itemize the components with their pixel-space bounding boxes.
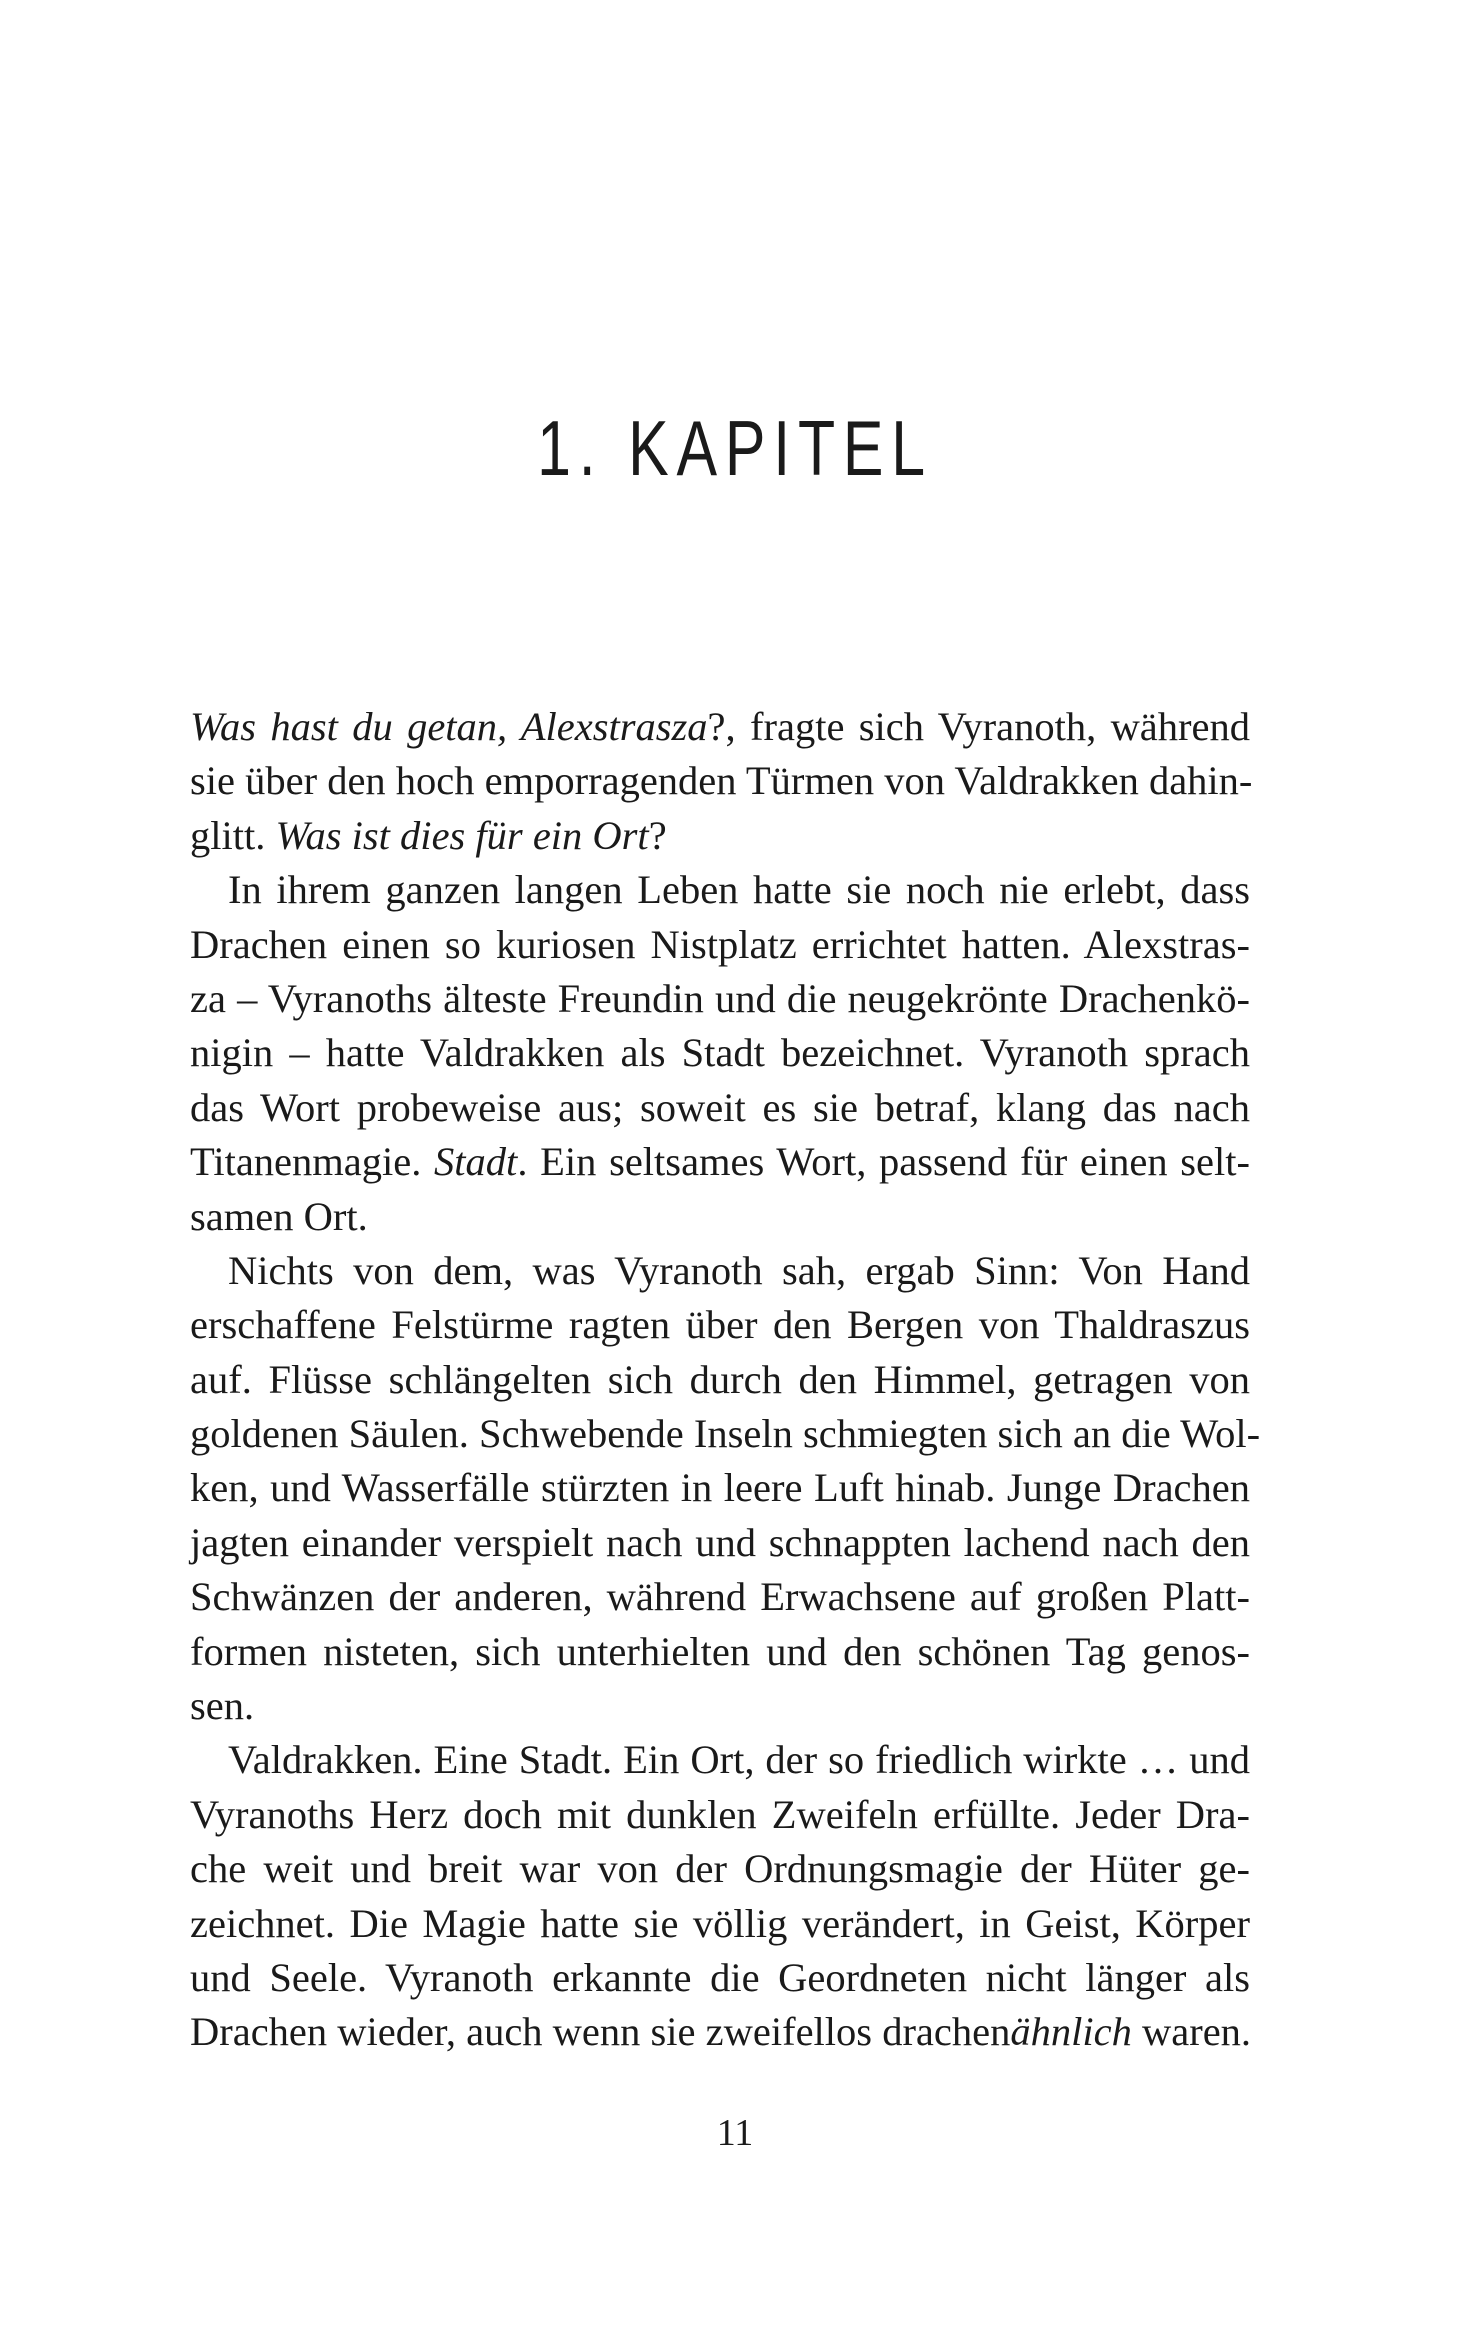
text-line [190,1461,1250,1515]
text-segment: sie über den hoch emporragenden Türmen von Valdrakken dahin- [190,758,1253,804]
text-line [190,1135,1250,1189]
text-segment: In ihrem ganzen langen Leben hatte sie noch nie erlebt, dass [228,867,1250,913]
italic-text: ähnlich [1010,2009,1132,2055]
text-segment: sen. [190,1683,255,1729]
text-segment: erschaffene Felstürme ragten über den Bergen von Thaldraszus [190,1302,1250,1348]
text-segment: che weit und breit war von der Ordnungsmagie der Hüter ge- [190,1846,1250,1892]
text-segment: Nichts von dem, was Vyranoth sah, ergab Sinn: Von Hand [228,1247,1250,1293]
text-segment: samen Ort. [190,1193,368,1239]
chapter-body-text [190,700,1261,2060]
text-line [190,1842,1250,1896]
text-segment: za – Vyranoths älteste Freundin und die neugekrönte Drachenkö- [190,975,1250,1021]
text-segment: jagten einander verspielt nach und schnappten lachend nach den [190,1519,1250,1565]
text-line [190,863,1250,917]
text-line [190,1190,1250,1244]
text-segment: Titanenmagie. [190,1139,435,1185]
text-segment: Valdrakken. Eine Stadt. Ein Ort, der so friedlich wirkte … und [228,1737,1250,1783]
text-segment: waren. [1131,2009,1252,2055]
text-segment: goldenen Säulen. Schwebende Inseln schmiegten sich an die Wol- [190,1411,1261,1457]
italic-text: Stadt [434,1139,518,1185]
text-segment: ? [648,812,667,858]
text-line [190,918,1250,972]
text-segment: . Ein seltsames Wort, passend für einen selt- [517,1139,1250,1185]
text-segment: zeichnet. Die Magie hatte sie völlig verändert, in Geist, Körper [190,1900,1250,1946]
text-segment: und Seele. Vyranoth erkannte die Geordneten nicht länger als [190,1954,1250,2000]
text-line [190,1788,1250,1842]
text-line [190,1026,1250,1080]
text-segment: Drachen wieder, auch wenn sie zweifellos drachen [190,2009,1011,2055]
text-segment: formen nisteten, sich unterhielten und den schönen Tag genos- [190,1628,1250,1674]
text-line [190,809,1250,863]
text-segment: Vyranoths Herz doch mit dunklen Zweifeln erfüllte. Jeder Dra- [190,1791,1250,1837]
text-line [190,1353,1250,1407]
italic-text: Was ist dies für ein Ort [275,812,649,858]
text-line [190,754,1253,808]
page-number: 11 [716,2112,754,2154]
text-segment: auf. Flüsse schlängelten sich durch den Himmel, getragen von [190,1356,1250,1402]
text-line [190,2005,1250,2059]
text-segment: nigin – hatte Valdrakken als Stadt bezeichnet. Vyranoth sprach [190,1030,1250,1076]
text-segment: das Wort probeweise aus; soweit es sie betraf, klang das nach [190,1084,1250,1130]
text-line [190,1570,1250,1624]
text-line [190,1951,1250,2005]
italic-text: Was hast du getan, Alexstrasza [190,704,708,749]
text-segment: ken, und Wasserfälle stürzten in leere Luft hinab. Junge Drachen [190,1465,1250,1511]
text-line [190,1407,1261,1461]
text-line [190,1897,1250,1951]
text-line [190,1679,1250,1733]
text-line [190,972,1250,1026]
text-line [190,1298,1250,1352]
text-segment: Schwänzen der anderen, während Erwachsene auf großen Platt- [190,1574,1250,1620]
text-line [190,1081,1250,1135]
text-line [190,1733,1250,1787]
text-line [190,1244,1250,1298]
text-line [190,1516,1250,1570]
text-segment: Drachen einen so kuriosen Nistplatz errichtet hatten. Alexstras- [190,921,1250,967]
text-segment: glitt. [190,812,276,858]
text-line [190,700,1250,754]
text-segment: ?, fragte sich Vyranoth, während [707,704,1251,749]
chapter-title: 1. KAPITEL [537,404,933,492]
text-line [190,1625,1250,1679]
